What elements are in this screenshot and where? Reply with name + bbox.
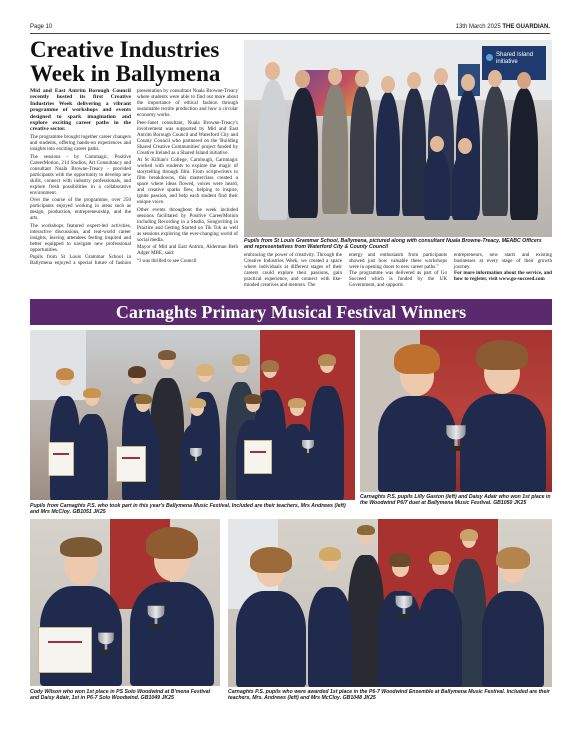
- article-paragraph: The workshops featured expert-led activities, interactive discussions, and real-world career insights, leaving attendees feeling inspired and better equipped to navigate new professional opportunities.: [30, 222, 131, 253]
- person-head: [434, 68, 448, 85]
- pupil-figure: [378, 553, 422, 687]
- pupil-figure: [418, 551, 462, 687]
- photo-caption: Pupils from Carnaghts P.S. who took part in this year's Ballymena Music Festival. Included are their teachers, Mrs Andrews (left) and Mrs McCloy. GB1051 JK25: [30, 503, 346, 515]
- person-figure: [322, 84, 348, 214]
- article-headline: Creative Industries Week in Ballymena: [30, 37, 221, 86]
- festival-headline-bar: Carnaghts Primary Musical Festival Winners: [30, 299, 552, 325]
- article-paragraph: Mayor of Mid and East Antrim, Alderman Beth Adger MBE, said:: [137, 244, 238, 256]
- trophy: [302, 440, 314, 456]
- article-paragraph: Pupils from St Louis Grammar School in Ballymena enjoyed a special future of fashion presentation by consultant Nuala Browne-Treacy where students were able to find out more about the importance of ethical fashion through sustainable textile production and how a circular economy works.: [30, 88, 238, 267]
- person-head: [381, 76, 395, 93]
- festival-solo-photo: [30, 519, 220, 686]
- festival-ensemble-photo: [228, 519, 552, 687]
- person-head: [517, 72, 531, 89]
- person-figure: [510, 88, 538, 220]
- certificate: [48, 442, 74, 476]
- article-lead: Mid and East Antrim Borough Council recently hosted its first Creative Industries Week delivering a vibrant programme of workshops and events designed to spark imagination and explore exciting career paths in the creative sector.: [30, 88, 131, 133]
- pupil-figure: [460, 338, 546, 492]
- group-photo-st-louis: [244, 40, 552, 237]
- person-figure: [288, 88, 318, 218]
- festival-duet-photo: [360, 330, 552, 492]
- person-head: [328, 68, 342, 85]
- person-figure: [402, 88, 426, 216]
- pupil-figure: [308, 547, 352, 687]
- certificate: [38, 627, 92, 673]
- article-paragraph: Over the course of the programme, over 250 participants enjoyed working in areas such as design, production, entrepreneurship, and the arts.: [30, 197, 131, 222]
- person-head: [430, 136, 444, 152]
- article-paragraph: The programme brought together career changers and students, offering hands-on experiences and insights into exciting career paths.: [30, 134, 131, 153]
- photo-caption: Carnaghts P.S. pupils Lilly Gaston (left) and Daisy Adair who won 1st place in the Woodwind P6/7 duet at Ballymena Music Festival. GB1050 JK25: [360, 494, 551, 506]
- person-figure: [452, 152, 478, 220]
- article-paragraph: embracing the power of creativity. Through the Creative Industries Week, we created a space where individuals at different stages of their careers could explore their passions, gain practical experience, and connect with like-minded creatives and mentors. The: [244, 252, 342, 288]
- shared-island-banner: Shared Island initiative: [482, 46, 546, 80]
- article-contact: For more information about the service, and how to register, visit www.go-succeed.com: [454, 270, 552, 282]
- photo-caption: Cody Wilson who won 1st place in PS Solo Woodwind at B'mena Festival and Daisy Adair, 1st in P6-7 Solo Woodwind. GB1049 JK25: [30, 689, 211, 701]
- article-paragraph: The sessions - by Carnmagic, Positive CareerMotion, 214 Studios, Art Consultancy and consultant Nuala Browne-Treacy - provided participants with the opportunity to develop new skills, connect with industry professionals, and explore fresh possibilities in a collaborative environment.: [30, 153, 131, 196]
- person-head: [488, 70, 502, 87]
- article-paragraph: “I was thrilled to see Council: [137, 257, 197, 264]
- article-paragraph: Other events throughout the week included sessions facilitated by Positive CareerMotion including Recording in a Studio, Songwriting in Practice and Getting Started on Tik Tok as well as sessions exploring the ever-changing world of social media.: [137, 206, 238, 243]
- pupil-figure: [76, 390, 108, 500]
- masthead: THE GUARDIAN.: [502, 24, 550, 30]
- pupil-figure: [482, 549, 544, 687]
- certificate: [244, 440, 272, 474]
- trophy: [148, 606, 165, 628]
- article-body: [30, 88, 238, 293]
- person-head: [461, 74, 475, 91]
- trophy: [98, 633, 114, 654]
- folio-date-masthead: [456, 24, 550, 30]
- trophy: [446, 425, 465, 451]
- person-head: [295, 70, 310, 88]
- pupil-figure: [130, 525, 214, 686]
- trophy: [190, 448, 202, 464]
- pupil-figure: [378, 344, 456, 492]
- photo-caption: Carnaghts P.S. pupils who were awarded 1st place in the P6-7 Woodwind Ensemble at Ballymena Music Festival. Included are their teachers, Mrs. Andrews (left) and Mrs McCloy. GB1048 JK25: [228, 689, 550, 701]
- person-figure: [376, 92, 400, 216]
- article-paragraph: entrepreneurs, new starts and existing businesses at every stage of their growth journey.: [454, 252, 552, 270]
- pupil-figure: [310, 356, 344, 500]
- person-head: [458, 138, 472, 154]
- article-paragraph: At St Killian's College, Carnlough, Carnmagic worked with students to explore the magic of storytelling through film. From scriptwriters to film breakdowns, this masterclass created a space where ideas flowed, voices were heard, and creative sparks flew, helping to inspire, ignite passion, and help each student find their unique voice.: [137, 157, 238, 205]
- page-number: Page 10: [30, 24, 53, 30]
- pupil-figure: [236, 549, 306, 687]
- person-head: [407, 72, 421, 89]
- person-head: [265, 62, 280, 80]
- article-paragraph: The programme was delivered as part of Go Succeed which is funded by the UK Government, and supports: [349, 270, 447, 288]
- page-folio: [30, 24, 550, 34]
- person-figure: [258, 80, 288, 220]
- person-head: [355, 70, 369, 87]
- person-figure: [424, 150, 450, 220]
- article-paragraph: energy and enthusiasm from participants showed just how valuable these workshops were in opening doors to new career paths.”: [349, 252, 447, 270]
- festival-group-photo: [30, 330, 355, 500]
- person-figure: [350, 86, 374, 214]
- issue-date: 13th March 2025: [455, 24, 501, 30]
- article-continuation: [244, 252, 552, 294]
- article-paragraph: Peer-Janet consultant, Nuala Browne-Treacy's involvement was supported by Mid and East Antrim Borough Council and Waterford City and County Council who partnered on the 'Building Shared Creative Communities' project funded by Creative Ireland as a Shared Island initiative.: [137, 119, 238, 156]
- trophy: [396, 596, 413, 618]
- photo-caption: Pupils from St Louis Grammar School, Ballymena, pictured along with consultant Nuala Browne-Treacy, MEABC Officers and representatives from Waterford City & County Council: [244, 238, 542, 250]
- person-figure: [482, 86, 508, 216]
- certificate: [116, 446, 146, 482]
